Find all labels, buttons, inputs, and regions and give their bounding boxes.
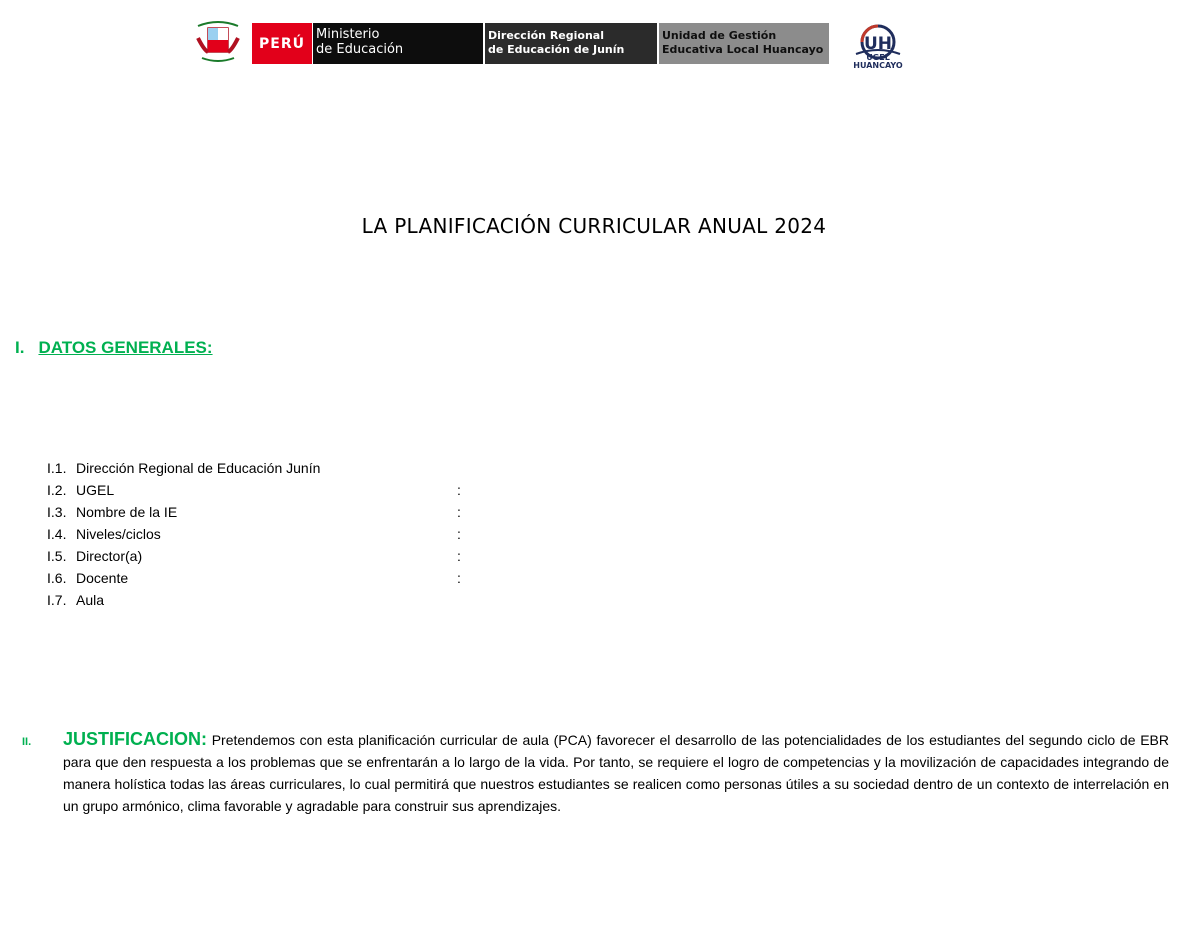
list-item <box>47 546 477 568</box>
item-colon: : <box>457 526 461 542</box>
list-item <box>47 458 477 480</box>
peru-label: PERÚ <box>252 23 312 64</box>
ugel-line-1: Unidad de Gestión <box>662 29 777 42</box>
item-label: Niveles/ciclos <box>76 526 161 542</box>
item-number: I.1. <box>47 460 67 476</box>
peru-coat-of-arms-icon <box>194 20 242 64</box>
item-number: I.3. <box>47 504 67 520</box>
item-number: I.5. <box>47 548 67 564</box>
logo-caption-line-2: HUANCAYO <box>853 61 903 70</box>
ugel-line-2: Educativa Local Huancayo <box>662 43 824 56</box>
institutional-header <box>190 16 910 72</box>
list-item <box>47 524 477 546</box>
list-item <box>47 590 477 612</box>
ministerio-line-1: Ministerio <box>316 27 380 42</box>
item-label: UGEL <box>76 482 115 498</box>
ugel-logo-caption <box>846 54 910 70</box>
item-number: I.6. <box>47 570 67 586</box>
item-number: I.4. <box>47 526 67 542</box>
svg-text:UH: UH <box>863 34 893 54</box>
ministerio-line-2: de Educación <box>316 42 404 57</box>
section-1-heading: DATOS GENERALES: <box>38 338 213 357</box>
list-item <box>47 502 477 524</box>
direccion-regional-logo <box>485 23 657 64</box>
ministerio-logo <box>313 23 483 64</box>
justificacion-paragraph <box>63 728 1169 817</box>
list-item <box>47 480 477 502</box>
page-title: LA PLANIFICACIÓN CURRICULAR ANUAL 2024 <box>361 214 827 238</box>
logo-caption-line-1: UGEL <box>866 53 890 62</box>
item-colon: : <box>457 504 461 520</box>
item-label: Director(a) <box>76 548 143 564</box>
section-datos-generales <box>15 338 213 358</box>
list-item <box>47 568 477 590</box>
direccion-line-2: de Educación de Junín <box>488 43 625 56</box>
item-number: I.7. <box>47 592 67 608</box>
item-label: Aula <box>76 592 105 608</box>
item-label: Docente <box>76 570 129 586</box>
direccion-line-1: Dirección Regional <box>488 29 604 42</box>
item-number: I.2. <box>47 482 67 498</box>
section-2-number: II. <box>22 736 32 748</box>
item-label: Nombre de la IE <box>76 504 178 520</box>
section-1-number: I. <box>15 338 25 357</box>
section-2-heading: JUSTIFICACION: <box>63 729 207 749</box>
datos-generales-list <box>47 458 477 612</box>
justificacion-text: Pretendemos con esta planificación curricular de aula (PCA) favorecer el desarrollo de las potencialidades de los estudiantes del segundo ciclo de EBR para que den respuesta a los problemas que se enfrentarán a lo largo de la vida. Por tanto, se requiere el logro de competencias y la movilización de capacidades integrando de manera holística todas las áreas curriculares, lo cual permitirá que nuestros estudiantes se realicen como personas útiles a su sociedad dentro de un contexto de interrelación en un grupo armónico, clima favorable y agradable para construir sus aprendizajes. <box>63 732 1169 814</box>
ugel-logo-text <box>659 23 829 64</box>
item-colon: : <box>457 482 461 498</box>
item-colon: : <box>457 548 461 564</box>
item-colon: : <box>457 570 461 586</box>
item-label: Dirección Regional de Educación Junín <box>76 460 321 476</box>
